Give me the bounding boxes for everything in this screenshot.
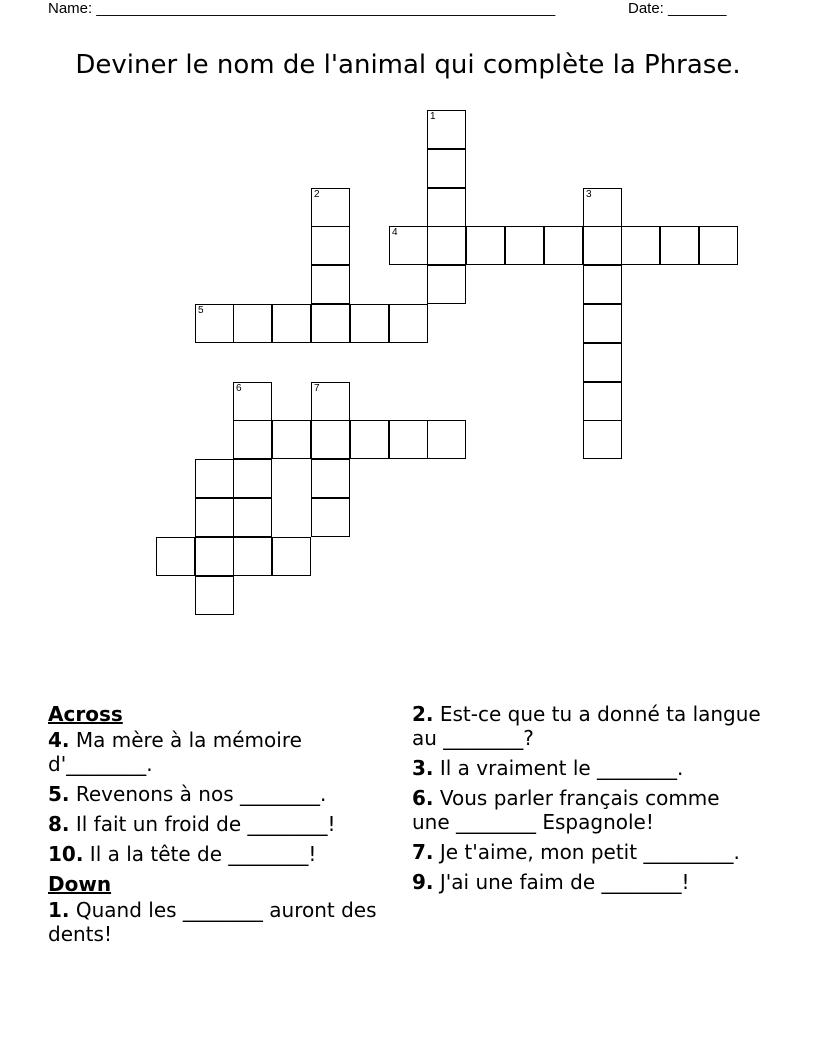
clue-text: Il a la tête de ________! xyxy=(83,842,317,866)
grid-cell[interactable] xyxy=(583,226,622,265)
grid-cell[interactable] xyxy=(427,188,466,227)
grid-cell[interactable] xyxy=(272,304,311,343)
clue-down-3 xyxy=(412,756,762,780)
clue-text: Il fait un froid de ________! xyxy=(69,812,336,836)
grid-cell[interactable] xyxy=(156,537,195,576)
grid-cell[interactable] xyxy=(544,226,583,265)
clue-number-label: 3 xyxy=(586,189,592,200)
grid-cell[interactable] xyxy=(311,498,350,537)
grid-cell[interactable] xyxy=(466,226,505,265)
grid-cell[interactable] xyxy=(389,226,428,265)
grid-cell[interactable] xyxy=(427,226,466,265)
clue-down-6 xyxy=(412,786,762,834)
grid-cell[interactable] xyxy=(195,498,234,537)
name-blank[interactable]: _______________________________________________________ xyxy=(96,0,556,17)
clue-number: 2. xyxy=(412,702,434,726)
clue-across-4 xyxy=(48,728,388,776)
grid-cell[interactable] xyxy=(350,304,389,343)
grid-cell[interactable] xyxy=(583,265,622,304)
grid-cell[interactable] xyxy=(311,188,350,227)
grid-cell[interactable] xyxy=(311,226,350,265)
clue-text: Quand les ________ auront des dents! xyxy=(48,898,377,946)
date-label: Date: xyxy=(628,0,664,17)
grid-cell[interactable] xyxy=(311,265,350,304)
clues-column-left xyxy=(48,702,388,952)
clue-number: 3. xyxy=(412,756,434,780)
clue-number-label: 4 xyxy=(392,227,398,238)
grid-cell[interactable] xyxy=(195,304,234,343)
grid-cell[interactable] xyxy=(272,420,311,459)
clue-across-8 xyxy=(48,812,388,836)
grid-cell[interactable] xyxy=(427,110,466,149)
clue-number-label: 1 xyxy=(430,111,436,122)
down-heading: Down xyxy=(48,872,112,896)
grid-cell[interactable] xyxy=(427,420,466,459)
grid-cell[interactable] xyxy=(311,459,350,498)
clue-across-5 xyxy=(48,782,388,806)
grid-cell[interactable] xyxy=(389,420,428,459)
grid-cell[interactable] xyxy=(621,226,660,265)
clue-text: Est-ce que tu a donné ta langue au ________? xyxy=(412,702,761,750)
grid-cell[interactable] xyxy=(233,459,272,498)
clue-text: Ma mère à la mémoire d'________. xyxy=(48,728,302,776)
clue-across-10 xyxy=(48,842,388,866)
grid-cell[interactable] xyxy=(427,149,466,188)
grid-cell[interactable] xyxy=(233,304,272,343)
clue-number-label: 2 xyxy=(314,189,320,200)
clue-number: 6. xyxy=(412,786,434,810)
grid-cell[interactable] xyxy=(233,498,272,537)
grid-cell[interactable] xyxy=(233,420,272,459)
name-label: Name: xyxy=(48,0,93,17)
grid-cell[interactable] xyxy=(311,382,350,421)
grid-cell[interactable] xyxy=(505,226,544,265)
clue-down-9 xyxy=(412,870,762,894)
clue-text: Je t'aime, mon petit _________. xyxy=(433,840,740,864)
grid-cell[interactable] xyxy=(311,420,350,459)
page-title: Deviner le nom de l'animal qui complète la Phrase. xyxy=(75,50,741,80)
clue-number: 9. xyxy=(412,870,434,894)
grid-cell[interactable] xyxy=(350,420,389,459)
grid-cell[interactable] xyxy=(583,343,622,382)
clue-down-7 xyxy=(412,840,762,864)
clue-number: 1. xyxy=(48,898,70,922)
grid-cell[interactable] xyxy=(389,304,428,343)
clue-number-label: 6 xyxy=(236,383,242,394)
clue-number-label: 7 xyxy=(314,383,320,394)
date-blank[interactable]: _______ xyxy=(668,0,727,17)
grid-cell[interactable] xyxy=(583,188,622,227)
clue-number-label: 5 xyxy=(198,305,204,316)
grid-cell[interactable] xyxy=(311,304,350,343)
grid-cell[interactable] xyxy=(233,382,272,421)
clue-number: 4. xyxy=(48,728,70,752)
grid-cell[interactable] xyxy=(195,576,234,615)
grid-cell[interactable] xyxy=(195,537,234,576)
grid-cell[interactable] xyxy=(583,420,622,459)
grid-cell[interactable] xyxy=(272,537,311,576)
clue-number: 10. xyxy=(48,842,84,866)
clue-text: Il a vraiment le ________. xyxy=(433,756,684,780)
grid-cell[interactable] xyxy=(583,304,622,343)
clue-down-2 xyxy=(412,702,762,750)
clue-text: Revenons à nos ________. xyxy=(69,782,327,806)
grid-cell[interactable] xyxy=(583,382,622,421)
clue-number: 7. xyxy=(412,840,434,864)
clue-number: 8. xyxy=(48,812,70,836)
grid-cell[interactable] xyxy=(233,537,272,576)
clue-text: J'ai une faim de ________! xyxy=(433,870,690,894)
across-heading: Across xyxy=(48,702,123,726)
grid-cell[interactable] xyxy=(195,459,234,498)
grid-cell[interactable] xyxy=(699,226,738,265)
clue-text: Vous parler français comme une ________ Espagnole! xyxy=(412,786,720,834)
clue-number: 5. xyxy=(48,782,70,806)
clues-column-right xyxy=(412,702,762,900)
clue-down-1 xyxy=(48,898,388,946)
grid-cell[interactable] xyxy=(427,265,466,304)
grid-cell[interactable] xyxy=(660,226,699,265)
